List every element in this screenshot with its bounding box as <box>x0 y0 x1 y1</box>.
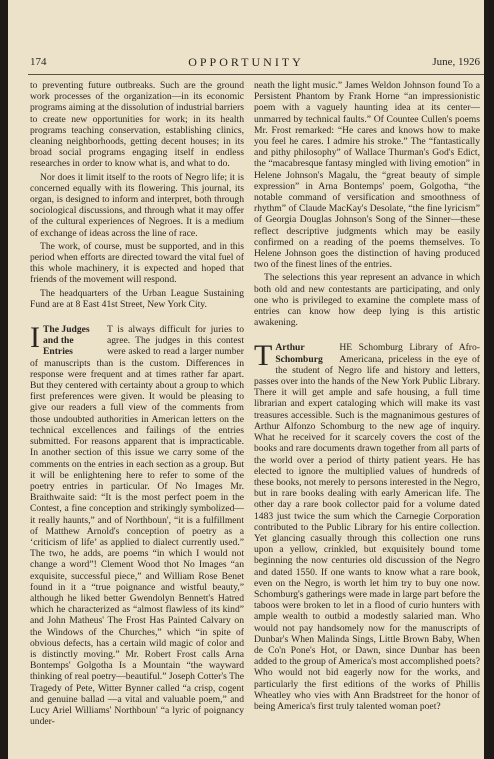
section-gap <box>254 330 480 342</box>
judges-section <box>30 321 244 728</box>
drop-cap: I <box>30 321 40 355</box>
page-header <box>8 52 484 72</box>
page-number: 174 <box>30 56 47 68</box>
right-column <box>254 80 480 714</box>
paragraph: Nor does it limit itself to the roots of Negro life; it is concerned equally with its flowering. This journal, its organ, is designed to inform and interpret, both through sociological discussions, and through what it may offer of the cultural experiences of Negroes. It is a medium of exchange of ideas across the line of race. <box>30 171 244 239</box>
judges-text: T is always difficult for juries to agree. The judges in this contest were asked to read a larger number of manuscripts than is the custom. Differences in response were frequent and at times rather far apart. But they centered with certainty about a group to which first preferences were given. It would be pleasing to give our readers a full view of the comments from those undoubted authorities in American letters on the technical excellences and failings of the entries submitted. For reasons apparent that is impracticable. In another section of this issue we carry some of the comments on the entries in each section as a group. But it will be enlightening here to refer to some of the poetry entries in particular. Of No Images Mr. Braithwaite said: “It is the most perfect poem in the Contest, a fine conception and strikingly symbolized—it really haunts,” and of Northboun', “it is a fulfillment of Matthew Arnold's conception of poetry as a ‘criticism of life’ as applied to dialect currently used.” The two, he adds, are poems “in which I would not change a word”! Clement Wood thot No Images “an exquisite, successful piece,” and William Rose Benet found in it a “true poignance and wistful beauty,” although he liked better Gwendolyn Bennett's Hatred which he characterized as “almost flawless of its kind” and John Matheus' The Frost Has Painted Calvary on the Windows of the Churches,” which “in spite of obvious defects, has a certain wild magic of color and is distinctly moving.” Mr. Robert Frost calls Arna Bontemps' Golgotha Is a Mountain “the wayward thinking of real poetry—beautiful.” Joseph Cotter's The Tragedy of Pete, Witter Bynner called “a crisp, cogent and genuine ballad —a vital and valuable poem,” and Lucy Ariel Williams' Northboun' “a lyric of poignancy under- <box>30 324 244 728</box>
paragraph: The headquarters of the Urban League Sustaining Fund are at 8 East 41st Street, New York City. <box>30 287 244 310</box>
issue-date: June, 1926 <box>432 56 480 68</box>
schomburg-section <box>254 339 480 712</box>
paragraph: The selections this year represent an advance in which both old and new contestants are participating, and only one who is privileged to examine the complete mass of entries can know how deep lying is this artistic awakening. <box>254 272 480 329</box>
section-gap <box>30 312 244 324</box>
side-heading-judges: The Judges and the Entries <box>43 324 90 358</box>
side-heading-schomburg: Arthur Schomburg <box>275 342 323 365</box>
schomburg-text: HE Schomburg Library of Afro-Americana, priceless in the eye of the student of Negro life and history and letters, passes over into the hands of the New York Public Library. There it will get ample and safe housing, a full time librarian and expert cataloging which will make its vast treasures accessible. Such is the magnanimous gestures of Arthur Alfonzo Schomburg to the new age of inquiry. What he received for it scarcely covers the cost of the books and rare documents drawn together from all parts of the world over a period of thirty patient years. He has elected to ignore the multiplied values of hundreds of these books, not merely to persons interested in the Negro, but in rare books dealing with early American life. The other day a rare book collector paid for a volume dated 1483 just twice the sum which the Carnegie Corporation contributed to the Public Library for his entire collection. Yet glancing casually through this collection one runs upon a yellow, crinkled, but exquisitely bound tome beginning the now centuries old discussion of the Negro and dated 1550. If one wants to know what a rare book, even on the Negro, is worth let him try to buy one now. Schomburg's gatherings were made in large part before the taboos were broken to let in a flood of curio hunters with ample wealth to outbid a modestly salaried man. Who would not pay handsomely now for the manuscripts of Dunbar's When Malinda Sings, Little Brown Baby, When de Co'n Pone's Hot, or Dawn, since Dunbar has been added to the group of America's most accomplished poets? Who would not bid eagerly now for the works, and particularly the first editions of the works of Phillis Wheatley who vies with Ann Bradstreet for the honor of being America's first truly talented woman poet? <box>254 342 480 712</box>
magazine-page <box>8 0 484 759</box>
magazine-title: OPPORTUNITY <box>188 55 304 69</box>
header-rule <box>28 74 484 75</box>
drop-cap: T <box>254 339 273 373</box>
paragraph: The work, of course, must be supported, and in this period when efforts are directed toward the vital fuel of this whole machinery, it is expected and hoped that friends of the movement will respond. <box>30 240 244 286</box>
paragraph: neath the light music.” James Weldon Johnson found To a Persistent Phantom by Frank Horne “an impressionistic poem with a vaguely haunting idea at its center—unmarred by technical faults.” Of Countee Cullen's poems Mr. Frost remarked: “He cares and knows how to make you feel he cares. I admire his stroke.” The “fantastically and pithy philosophy” of Wallace Thurman's God's Edict, the “macabresque fantasy mingled with living emotion” in Helene Johnson's Magalu, the “great beauty of simple expression” in Arna Bontemps' poem, Golgotha, “the notable command of versification and smoothness of rhythm” of Claude MacKay's Desolate, “the fine lyricism” of Georgia Douglas Johnson's Song of the Sinner—these reflect descriptive judgments which may be easily confirmed on a reading of the poems themselves. To Helene Johnson goes the distinction of having produced two of the finest lines of the entries. <box>254 80 480 271</box>
left-column <box>30 80 244 729</box>
paragraph: to preventing future outbreaks. Such are the ground work processes of the organization—in its economic programs aiming at the dissolution of industrial barriers to create new opportunities for work; in its health programs teaching conservation, establishing clinics, cleaning neighborhoods, getting decent houses; in its broad social programs engaging itself in endless researches in order to know what is, and what to do. <box>30 80 244 170</box>
